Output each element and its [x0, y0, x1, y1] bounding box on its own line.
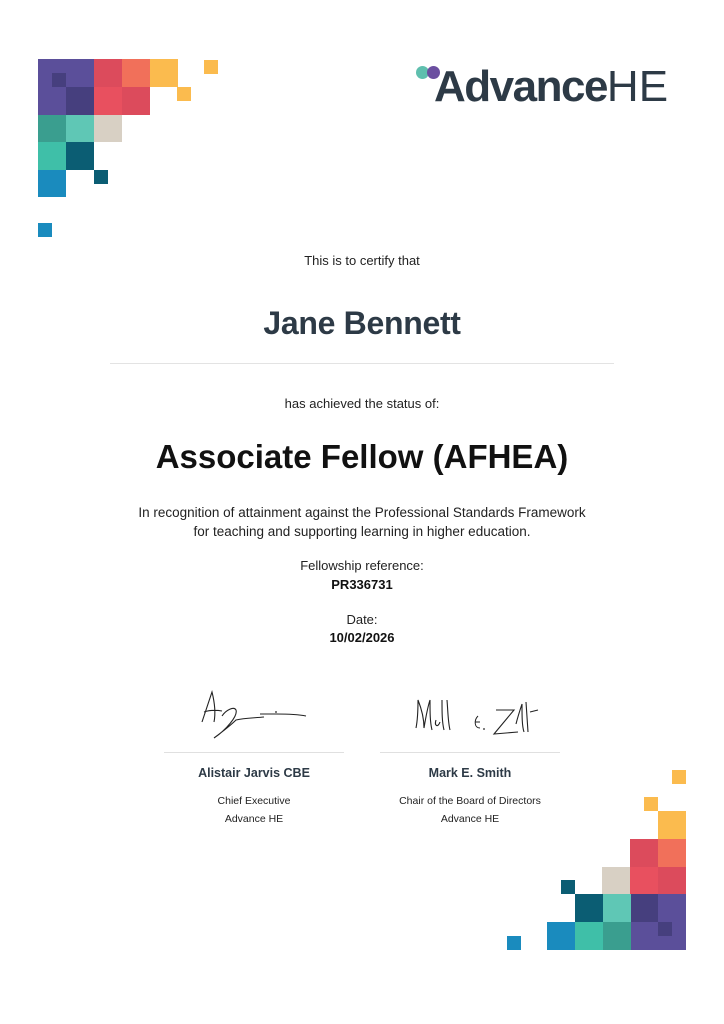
date-value: 10/02/2026: [329, 630, 395, 645]
mosaic-tile: [94, 87, 122, 115]
mosaic-tile: [658, 894, 686, 922]
mosaic-tile: [66, 142, 94, 170]
mosaic-tile: [38, 223, 52, 237]
mosaic-tile: [631, 894, 658, 922]
mosaic-tile: [204, 60, 218, 74]
advance-he-logo: [414, 60, 684, 112]
signatory-role: Chief Executive: [217, 795, 291, 807]
mosaic-tile: [575, 894, 603, 922]
recognition-line-1: In recognition of attainment against the Professional Standards Framework: [138, 505, 586, 520]
mosaic-tile: [66, 115, 94, 142]
mosaic-tile: [94, 59, 122, 87]
mosaic-tile: [658, 811, 686, 839]
mosaic-tile: [38, 87, 66, 115]
mosaic-tile: [672, 770, 686, 784]
recipient-name: Jane Bennett: [263, 305, 461, 341]
mosaic-tile: [94, 115, 122, 142]
mosaic-tile: [177, 87, 191, 101]
mosaic-tile: [575, 922, 603, 950]
mosaic-tile: [38, 170, 66, 197]
signatory-name: Mark E. Smith: [428, 766, 512, 780]
date-label: Date:: [346, 612, 378, 627]
signatory-organisation: Advance HE: [224, 813, 284, 825]
fellowship-status: Associate Fellow (AFHEA): [155, 438, 569, 475]
mosaic-tile: [658, 839, 686, 867]
recognition-line-2: for teaching and supporting learning in higher education.: [193, 524, 531, 539]
mosaic-tile: [122, 87, 150, 115]
mosaic-tile: [38, 59, 94, 87]
mosaic-tile: [561, 880, 575, 894]
handwritten-signature: [380, 680, 560, 750]
reference-label: Fellowship reference:: [300, 558, 424, 573]
mosaic-tile: [507, 936, 521, 950]
mosaic-tile: [603, 894, 631, 922]
mosaic-tile: [38, 115, 66, 142]
signatory-name: Alistair Jarvis CBE: [198, 766, 310, 780]
logo-brand-text: Advance: [434, 62, 607, 111]
certify-intro: This is to certify that: [304, 253, 420, 268]
mosaic-tile: [603, 922, 631, 950]
mosaic-tile: [602, 867, 630, 894]
mosaic-tile: [122, 59, 150, 87]
mosaic-tile: [150, 59, 178, 87]
mosaic-tile: [94, 170, 108, 184]
recognition-statement: [0, 503, 724, 541]
mosaic-tile: [644, 797, 658, 811]
reference-value: PR336731: [331, 577, 393, 592]
signature-line: [164, 752, 344, 753]
achieved-text: has achieved the status of:: [284, 396, 440, 411]
signatory-role: Chair of the Board of Directors: [399, 795, 541, 807]
signature-line: [380, 752, 560, 753]
mosaic-tile: [52, 73, 66, 87]
logo-suffix-text: HE: [606, 62, 669, 111]
mosaic-tile: [658, 867, 686, 894]
signatory-organisation: Advance HE: [440, 813, 500, 825]
mosaic-tile: [38, 142, 66, 170]
name-divider: [110, 363, 614, 364]
mosaic-tile: [547, 922, 575, 950]
handwritten-signature: [164, 680, 344, 750]
mosaic-tile: [630, 839, 658, 867]
mosaic-tile: [630, 867, 658, 894]
mosaic-tile: [66, 87, 94, 115]
logo-wordmark: [434, 62, 668, 112]
mosaic-tile: [658, 922, 672, 936]
